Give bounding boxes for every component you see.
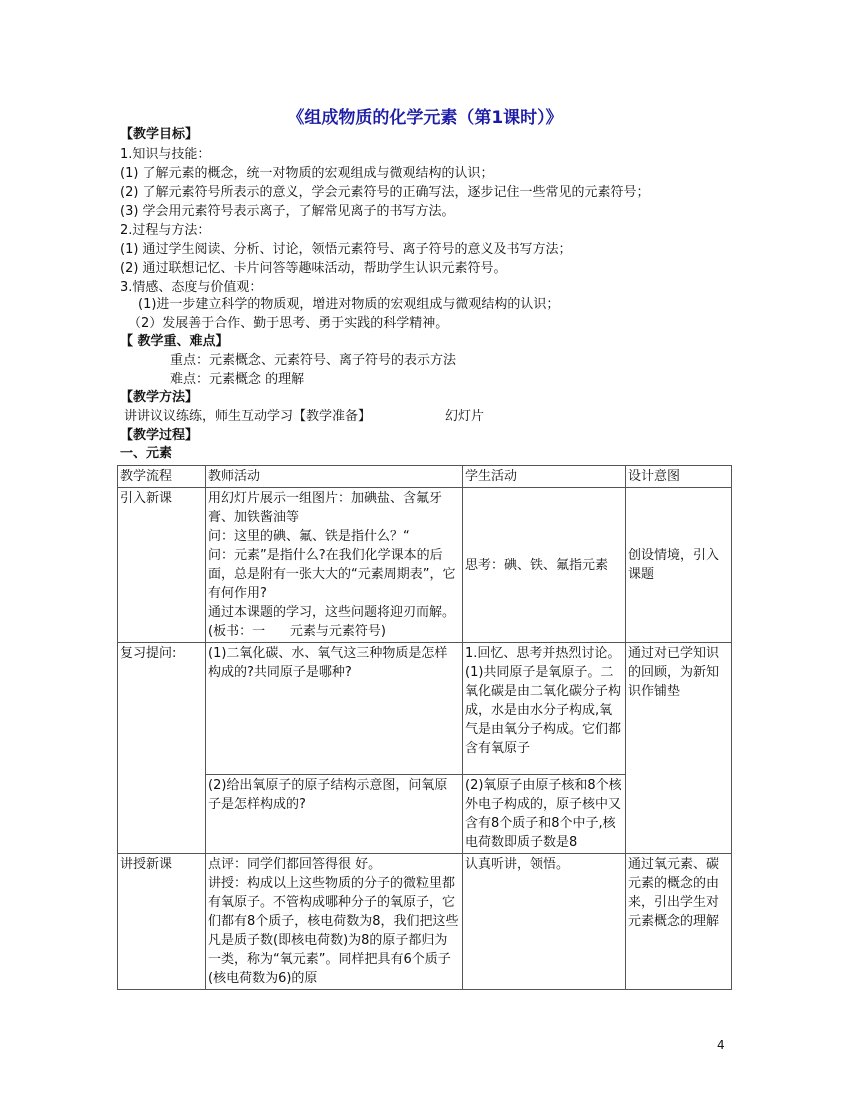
process-section-heading: 【教学过程】 bbox=[120, 428, 199, 443]
process-item: (1) 通过学生阅读、分析、讨论，领悟元素符号、离子符号的意义及书写方法； bbox=[120, 242, 572, 257]
table-header-row bbox=[118, 466, 732, 488]
process-item: (2) 通过联想记忆、卡片问答等趣味活动，帮助学生认识元素符号。 bbox=[120, 261, 507, 276]
teacher-cell: (1)二氧化碳、水、氧气这三种物质是怎样构成的?共同原子是哪种? bbox=[206, 643, 463, 775]
section-title: 一、元素 bbox=[120, 446, 173, 461]
attitude-heading: 3.情感、态度与价值观： bbox=[120, 280, 263, 295]
objectives-heading: 【教学目标】 bbox=[120, 127, 199, 142]
intent-cell: 创设情境，引入课题 bbox=[626, 488, 732, 643]
flow-cell: 复习提问: bbox=[118, 643, 206, 854]
knowledge-heading: 1.知识与技能： bbox=[120, 147, 211, 162]
key-point: 重点：元素概念、元素符号、离子符号的表示方法 bbox=[170, 353, 457, 368]
page-number: 4 bbox=[717, 1038, 725, 1052]
knowledge-item: (2) 了解元素符号所表示的意义，学会元素符号的正确写法，逐步记住一些常见的元素符号； bbox=[120, 185, 650, 200]
table-row bbox=[118, 488, 732, 643]
header-cell: 学生活动 bbox=[463, 466, 626, 488]
header-cell: 设计意图 bbox=[626, 466, 732, 488]
preparation-text: 幻灯片 bbox=[445, 409, 485, 424]
table-row bbox=[118, 854, 732, 990]
header-cell: 教学流程 bbox=[118, 466, 206, 488]
teacher-cell: 用幻灯片展示一组图片：加碘盐、含氟牙膏、加铁酱油等 问：这里的碘、氟、铁是指什么？“ 问：元素”是指什么?在我们化学课本的后面，总是附有一张大大的“元素周期表”，它有何作用? 通过本课题的学习，这些问题将迎刃而解。(板书：一 元素与元素符号) bbox=[206, 488, 463, 643]
lesson-table bbox=[117, 465, 732, 990]
attitude-item: (1)进一步建立科学的物质观，增进对物质的宏观组成与微观结构的认识； bbox=[138, 297, 560, 312]
flow-cell: 引入新课 bbox=[118, 488, 206, 643]
intent-cell: 通过氧元素、碳元素的概念的由来，引出学生对元素概念的理解 bbox=[626, 854, 732, 990]
focus-heading: 【 教学重、难点】 bbox=[120, 334, 229, 349]
student-cell: (2)氧原子由原子核和8个核外电子构成的，原子核中又含有8个质子和8个中子,核电荷数即质子数是8 bbox=[463, 775, 626, 854]
document-title: 《组成物质的化学元素（第1课时）》 bbox=[287, 108, 563, 128]
header-cell: 教师活动 bbox=[206, 466, 463, 488]
knowledge-item: (3) 学会用元素符号表示离子，了解常见离子的书写方法。 bbox=[120, 204, 455, 219]
difficult-point: 难点：元素概念 的理解 bbox=[170, 372, 305, 387]
student-cell: 认真听讲，领悟。 bbox=[463, 854, 626, 990]
intent-cell: 通过对已学知识的回顾，为新知识作铺垫 bbox=[626, 643, 732, 854]
process-heading: 2.过程与方法： bbox=[120, 223, 211, 238]
student-cell: 思考：碘、铁、氟指元素 bbox=[463, 488, 626, 643]
method-text: 讲讲议议练练，师生互动学习【教学准备】 bbox=[124, 409, 372, 424]
teacher-cell: (2)给出氧原子的原子结构示意图，问氧原子是怎样构成的? bbox=[206, 775, 463, 854]
attitude-item: （2）发展善于合作、勤于思考、勇于实践的科学精神。 bbox=[128, 316, 449, 331]
table-row bbox=[118, 643, 732, 775]
teacher-cell: 点评：同学们都回答得很 好。 讲授：构成以上这些物质的分子的微粒里都有氧原子。不管构成哪种分子的氧原子，它们都有8个质子，核电荷数为8，我们把这些凡是质子数(即核电荷数)为8的原子都归为一类，称为“氧元素”。同样把具有6个质子(核电荷数为6)的原 bbox=[206, 854, 463, 990]
method-heading: 【教学方法】 bbox=[120, 390, 199, 405]
knowledge-item: (1) 了解元素的概念，统一对物质的宏观组成与微观结构的认识； bbox=[120, 166, 494, 181]
student-cell: 1.回忆、思考并热烈讨论。(1)共同原子是氧原子。二氧化碳是由二氧化碳分子构成，水是由水分子构成,氧气是由氧分子构成。它们都含有氧原子 bbox=[463, 643, 626, 775]
flow-cell: 讲授新课 bbox=[118, 854, 206, 990]
